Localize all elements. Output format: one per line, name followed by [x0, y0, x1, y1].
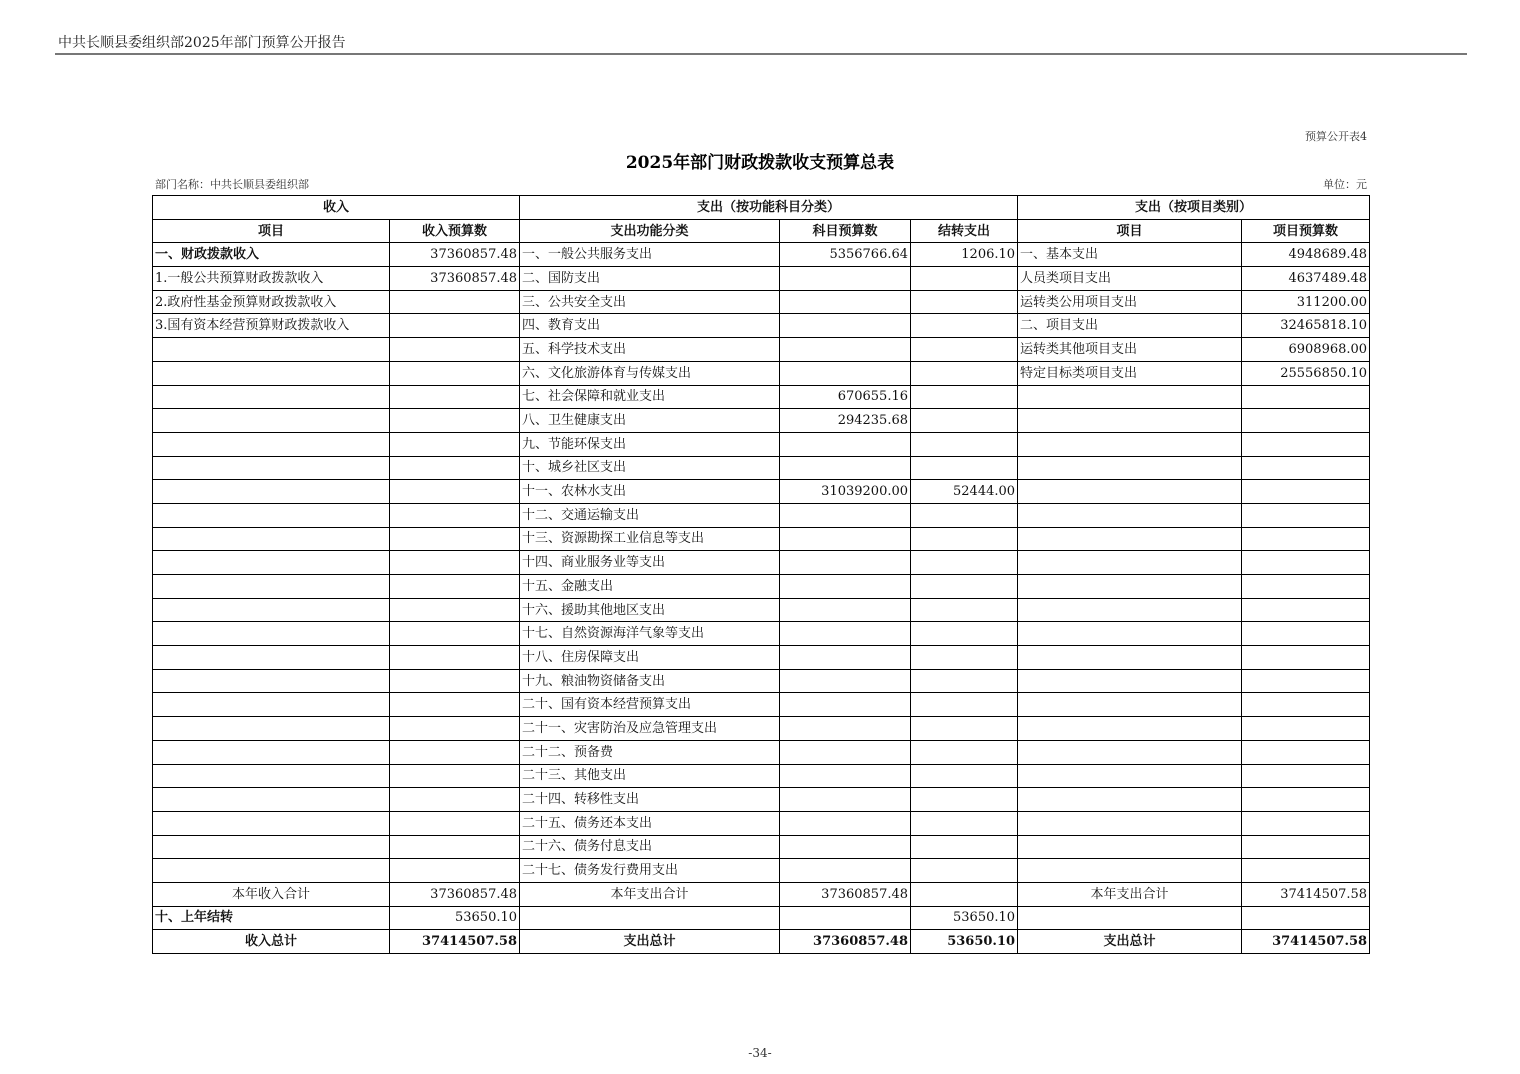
income-amount-cell: [390, 717, 520, 741]
expense-func-item-cell: 二十五、债务还本支出: [520, 811, 780, 835]
proj-amount-cell: [1242, 906, 1370, 930]
income-amount-cell: [390, 811, 520, 835]
expense-func-item-cell: 十三、资源勘探工业信息等支出: [520, 527, 780, 551]
table-row: [153, 480, 1370, 504]
subject-amount-cell: 37360857.48: [780, 930, 911, 954]
expense-func-item-cell: 十四、商业服务业等支出: [520, 551, 780, 575]
income-item-cell: [153, 835, 390, 859]
expense-func-item-cell: 十五、金融支出: [520, 575, 780, 599]
proj-item-cell: 运转类公用项目支出: [1018, 290, 1242, 314]
carryover-amount-cell: [911, 811, 1018, 835]
income-amount-cell: [390, 456, 520, 480]
proj-item-cell: [1018, 788, 1242, 812]
carryover-amount-cell: 53650.10: [911, 906, 1018, 930]
carryover-amount-cell: [911, 598, 1018, 622]
proj-item-cell: [1018, 764, 1242, 788]
income-item-cell: [153, 551, 390, 575]
col-header-func-class: 支出功能分类: [520, 219, 780, 243]
proj-amount-cell: [1242, 598, 1370, 622]
subject-amount-cell: [780, 859, 911, 883]
income-item-cell: [153, 646, 390, 670]
table-row: [153, 409, 1370, 433]
subject-amount-cell: [780, 290, 911, 314]
table-row: [153, 575, 1370, 599]
income-item-cell: 一、财政拨款收入: [153, 243, 390, 267]
proj-item-cell: 一、基本支出: [1018, 243, 1242, 267]
table-row: [153, 835, 1370, 859]
proj-amount-cell: [1242, 409, 1370, 433]
carryover-amount-cell: [911, 740, 1018, 764]
income-amount-cell: [390, 290, 520, 314]
carryover-amount-cell: [911, 882, 1018, 906]
income-amount-cell: [390, 338, 520, 362]
income-amount-cell: [390, 669, 520, 693]
proj-amount-cell: [1242, 551, 1370, 575]
proj-amount-cell: 32465818.10: [1242, 314, 1370, 338]
expense-func-item-cell: 十一、农林水支出: [520, 480, 780, 504]
carryover-amount-cell: [911, 503, 1018, 527]
expense-func-item-cell: 二十四、转移性支出: [520, 788, 780, 812]
proj-amount-cell: [1242, 764, 1370, 788]
grand-total-row: [153, 930, 1370, 954]
income-item-cell: [153, 575, 390, 599]
expense-func-item-cell: 本年支出合计: [520, 882, 780, 906]
expense-proj-group-header: 支出（按项目类别）: [1018, 196, 1370, 220]
expense-func-item-cell: 一、一般公共服务支出: [520, 243, 780, 267]
income-amount-cell: [390, 314, 520, 338]
expense-func-item-cell: 十二、交通运输支出: [520, 503, 780, 527]
subject-amount-cell: [780, 575, 911, 599]
table-row: [153, 622, 1370, 646]
subject-amount-cell: [780, 740, 911, 764]
proj-item-cell: [1018, 811, 1242, 835]
income-item-cell: [153, 361, 390, 385]
subject-amount-cell: [780, 361, 911, 385]
table-row: [153, 243, 1370, 267]
subject-amount-cell: 670655.16: [780, 385, 911, 409]
proj-amount-cell: [1242, 480, 1370, 504]
carryover-amount-cell: [911, 361, 1018, 385]
income-amount-cell: 53650.10: [390, 906, 520, 930]
carryover-amount-cell: [911, 409, 1018, 433]
expense-func-item-cell: 十六、援助其他地区支出: [520, 598, 780, 622]
subject-amount-cell: [780, 598, 911, 622]
proj-item-cell: [1018, 859, 1242, 883]
income-item-cell: 3.国有资本经营预算财政拨款收入: [153, 314, 390, 338]
proj-item-cell: 人员类项目支出: [1018, 267, 1242, 291]
prior-carryover-row: [153, 906, 1370, 930]
proj-item-cell: [1018, 432, 1242, 456]
income-amount-cell: [390, 480, 520, 504]
income-amount-cell: 37360857.48: [390, 267, 520, 291]
expense-func-item-cell: 二、国防支出: [520, 267, 780, 291]
carryover-amount-cell: 1206.10: [911, 243, 1018, 267]
header-rule: [55, 53, 1467, 55]
proj-amount-cell: [1242, 740, 1370, 764]
proj-item-cell: [1018, 693, 1242, 717]
income-amount-cell: [390, 835, 520, 859]
income-amount-cell: [390, 598, 520, 622]
expense-func-group-header: 支出（按功能科目分类）: [520, 196, 1018, 220]
income-item-cell: [153, 693, 390, 717]
expense-func-item-cell: [520, 906, 780, 930]
income-amount-cell: [390, 575, 520, 599]
proj-item-cell: [1018, 527, 1242, 551]
col-header-carryover: 结转支出: [911, 219, 1018, 243]
expense-func-item-cell: 七、社会保障和就业支出: [520, 385, 780, 409]
carryover-amount-cell: [911, 338, 1018, 362]
carryover-amount-cell: [911, 575, 1018, 599]
expense-func-item-cell: 三、公共安全支出: [520, 290, 780, 314]
expense-func-item-cell: 二十三、其他支出: [520, 764, 780, 788]
income-item-cell: [153, 669, 390, 693]
income-item-cell: 2.政府性基金预算财政拨款收入: [153, 290, 390, 314]
income-item-cell: [153, 432, 390, 456]
table-row: [153, 432, 1370, 456]
table-row: [153, 290, 1370, 314]
proj-item-cell: 支出总计: [1018, 930, 1242, 954]
proj-item-cell: [1018, 456, 1242, 480]
subject-amount-cell: [780, 788, 911, 812]
carryover-amount-cell: [911, 551, 1018, 575]
subject-amount-cell: [780, 432, 911, 456]
income-item-cell: [153, 527, 390, 551]
page-number: -34-: [748, 1046, 772, 1060]
proj-item-cell: [1018, 575, 1242, 599]
income-item-cell: 收入总计: [153, 930, 390, 954]
carryover-amount-cell: [911, 693, 1018, 717]
col-header-item: 项目: [153, 219, 390, 243]
table-row: [153, 456, 1370, 480]
expense-func-item-cell: 十九、粮油物资储备支出: [520, 669, 780, 693]
income-item-cell: [153, 859, 390, 883]
proj-amount-cell: [1242, 669, 1370, 693]
expense-func-item-cell: 十七、自然资源海洋气象等支出: [520, 622, 780, 646]
proj-amount-cell: [1242, 646, 1370, 670]
income-amount-cell: [390, 503, 520, 527]
table-row: [153, 764, 1370, 788]
proj-amount-cell: [1242, 859, 1370, 883]
proj-item-cell: 本年支出合计: [1018, 882, 1242, 906]
carryover-amount-cell: [911, 432, 1018, 456]
carryover-amount-cell: [911, 456, 1018, 480]
income-amount-cell: [390, 859, 520, 883]
proj-item-cell: [1018, 835, 1242, 859]
income-amount-cell: [390, 527, 520, 551]
proj-amount-cell: 37414507.58: [1242, 882, 1370, 906]
proj-item-cell: [1018, 646, 1242, 670]
col-header-income-budget: 收入预算数: [390, 219, 520, 243]
proj-amount-cell: [1242, 788, 1370, 812]
table-row: [153, 693, 1370, 717]
proj-item-cell: [1018, 669, 1242, 693]
proj-amount-cell: 6908968.00: [1242, 338, 1370, 362]
proj-amount-cell: [1242, 717, 1370, 741]
carryover-amount-cell: [911, 835, 1018, 859]
expense-func-item-cell: 二十、国有资本经营预算支出: [520, 693, 780, 717]
income-amount-cell: 37414507.58: [390, 930, 520, 954]
income-amount-cell: [390, 646, 520, 670]
income-item-cell: [153, 764, 390, 788]
col-header-proj-budget: 项目预算数: [1242, 219, 1370, 243]
proj-amount-cell: 311200.00: [1242, 290, 1370, 314]
proj-item-cell: [1018, 740, 1242, 764]
table-row: [153, 811, 1370, 835]
income-amount-cell: [390, 409, 520, 433]
subject-amount-cell: [780, 622, 911, 646]
income-amount-cell: [390, 622, 520, 646]
expense-func-item-cell: 八、卫生健康支出: [520, 409, 780, 433]
col-header-subject-budget: 科目预算数: [780, 219, 911, 243]
proj-amount-cell: [1242, 432, 1370, 456]
carryover-amount-cell: [911, 646, 1018, 670]
proj-amount-cell: 4637489.48: [1242, 267, 1370, 291]
table-row: [153, 669, 1370, 693]
proj-item-cell: [1018, 598, 1242, 622]
subject-amount-cell: [780, 693, 911, 717]
table-row: [153, 859, 1370, 883]
table-row: [153, 788, 1370, 812]
subject-amount-cell: [780, 503, 911, 527]
unit-label: 单位：元: [1323, 178, 1367, 191]
proj-amount-cell: [1242, 693, 1370, 717]
subject-amount-cell: [780, 551, 911, 575]
expense-func-item-cell: 支出总计: [520, 930, 780, 954]
expense-func-item-cell: 五、科学技术支出: [520, 338, 780, 362]
column-header-row: [153, 219, 1370, 243]
expense-func-item-cell: 二十一、灾害防治及应急管理支出: [520, 717, 780, 741]
income-item-cell: [153, 740, 390, 764]
table-row: [153, 717, 1370, 741]
department-name: 部门名称：中共长顺县委组织部: [155, 178, 309, 191]
income-item-cell: [153, 385, 390, 409]
table-row: [153, 598, 1370, 622]
proj-item-cell: 特定目标类项目支出: [1018, 361, 1242, 385]
expense-func-item-cell: 二十七、债务发行费用支出: [520, 859, 780, 883]
proj-item-cell: [1018, 906, 1242, 930]
carryover-amount-cell: [911, 859, 1018, 883]
carryover-amount-cell: [911, 788, 1018, 812]
subject-amount-cell: [780, 527, 911, 551]
proj-amount-cell: [1242, 385, 1370, 409]
table-row: [153, 361, 1370, 385]
table-row: [153, 267, 1370, 291]
income-item-cell: [153, 456, 390, 480]
income-amount-cell: [390, 361, 520, 385]
proj-item-cell: [1018, 503, 1242, 527]
income-amount-cell: [390, 551, 520, 575]
table-row: [153, 551, 1370, 575]
subject-amount-cell: [780, 811, 911, 835]
proj-amount-cell: [1242, 503, 1370, 527]
proj-item-cell: 二、项目支出: [1018, 314, 1242, 338]
col-header-proj-item: 项目: [1018, 219, 1242, 243]
subject-amount-cell: [780, 267, 911, 291]
income-amount-cell: 37360857.48: [390, 243, 520, 267]
proj-item-cell: [1018, 385, 1242, 409]
table-row: [153, 527, 1370, 551]
proj-amount-cell: [1242, 575, 1370, 599]
income-item-cell: [153, 717, 390, 741]
form-id: 预算公开表4: [1305, 130, 1367, 143]
proj-amount-cell: 25556850.10: [1242, 361, 1370, 385]
expense-func-item-cell: 十、城乡社区支出: [520, 456, 780, 480]
subject-amount-cell: [780, 906, 911, 930]
proj-amount-cell: [1242, 811, 1370, 835]
income-item-cell: [153, 598, 390, 622]
carryover-amount-cell: [911, 669, 1018, 693]
subject-amount-cell: 31039200.00: [780, 480, 911, 504]
proj-item-cell: 运转类其他项目支出: [1018, 338, 1242, 362]
subject-amount-cell: [780, 456, 911, 480]
table-row: [153, 740, 1370, 764]
carryover-amount-cell: [911, 527, 1018, 551]
carryover-amount-cell: [911, 314, 1018, 338]
table-row: [153, 338, 1370, 362]
proj-item-cell: [1018, 480, 1242, 504]
carryover-amount-cell: [911, 267, 1018, 291]
subject-amount-cell: [780, 314, 911, 338]
income-item-cell: [153, 503, 390, 527]
subject-amount-cell: [780, 338, 911, 362]
subject-amount-cell: [780, 717, 911, 741]
proj-item-cell: [1018, 551, 1242, 575]
running-header: 中共长顺县委组织部2025年部门预算公开报告: [58, 35, 346, 51]
income-amount-cell: [390, 764, 520, 788]
income-amount-cell: 37360857.48: [390, 882, 520, 906]
table-row: [153, 385, 1370, 409]
subject-amount-cell: [780, 835, 911, 859]
table-row: [153, 503, 1370, 527]
group-header-row: [153, 196, 1370, 220]
subject-amount-cell: [780, 646, 911, 670]
income-item-cell: 本年收入合计: [153, 882, 390, 906]
expense-func-item-cell: 十八、住房保障支出: [520, 646, 780, 670]
proj-amount-cell: [1242, 622, 1370, 646]
budget-table: [152, 195, 1370, 954]
carryover-amount-cell: 53650.10: [911, 930, 1018, 954]
proj-amount-cell: 37414507.58: [1242, 930, 1370, 954]
expense-func-item-cell: 六、文化旅游体育与传媒支出: [520, 361, 780, 385]
subject-amount-cell: [780, 669, 911, 693]
annual-total-row: [153, 882, 1370, 906]
expense-func-item-cell: 四、教育支出: [520, 314, 780, 338]
carryover-amount-cell: 52444.00: [911, 480, 1018, 504]
expense-func-item-cell: 九、节能环保支出: [520, 432, 780, 456]
income-amount-cell: [390, 740, 520, 764]
income-item-cell: [153, 409, 390, 433]
expense-func-item-cell: 二十二、预备费: [520, 740, 780, 764]
income-item-cell: [153, 811, 390, 835]
proj-item-cell: [1018, 409, 1242, 433]
income-amount-cell: [390, 385, 520, 409]
income-amount-cell: [390, 693, 520, 717]
subject-amount-cell: 294235.68: [780, 409, 911, 433]
income-amount-cell: [390, 788, 520, 812]
carryover-amount-cell: [911, 385, 1018, 409]
proj-item-cell: [1018, 717, 1242, 741]
income-item-cell: [153, 788, 390, 812]
table-row: [153, 646, 1370, 670]
carryover-amount-cell: [911, 764, 1018, 788]
subject-amount-cell: 5356766.64: [780, 243, 911, 267]
expense-func-item-cell: 二十六、债务付息支出: [520, 835, 780, 859]
proj-amount-cell: [1242, 835, 1370, 859]
carryover-amount-cell: [911, 717, 1018, 741]
page-title: 2025年部门财政拨款收支预算总表: [625, 153, 895, 173]
income-group-header: 收入: [153, 196, 520, 220]
proj-amount-cell: 4948689.48: [1242, 243, 1370, 267]
proj-amount-cell: [1242, 456, 1370, 480]
income-item-cell: [153, 338, 390, 362]
income-item-cell: 十、上年结转: [153, 906, 390, 930]
income-item-cell: [153, 480, 390, 504]
subject-amount-cell: [780, 764, 911, 788]
proj-item-cell: [1018, 622, 1242, 646]
proj-amount-cell: [1242, 527, 1370, 551]
carryover-amount-cell: [911, 622, 1018, 646]
income-item-cell: 1.一般公共预算财政拨款收入: [153, 267, 390, 291]
subject-amount-cell: 37360857.48: [780, 882, 911, 906]
income-item-cell: [153, 622, 390, 646]
income-amount-cell: [390, 432, 520, 456]
table-row: [153, 314, 1370, 338]
carryover-amount-cell: [911, 290, 1018, 314]
